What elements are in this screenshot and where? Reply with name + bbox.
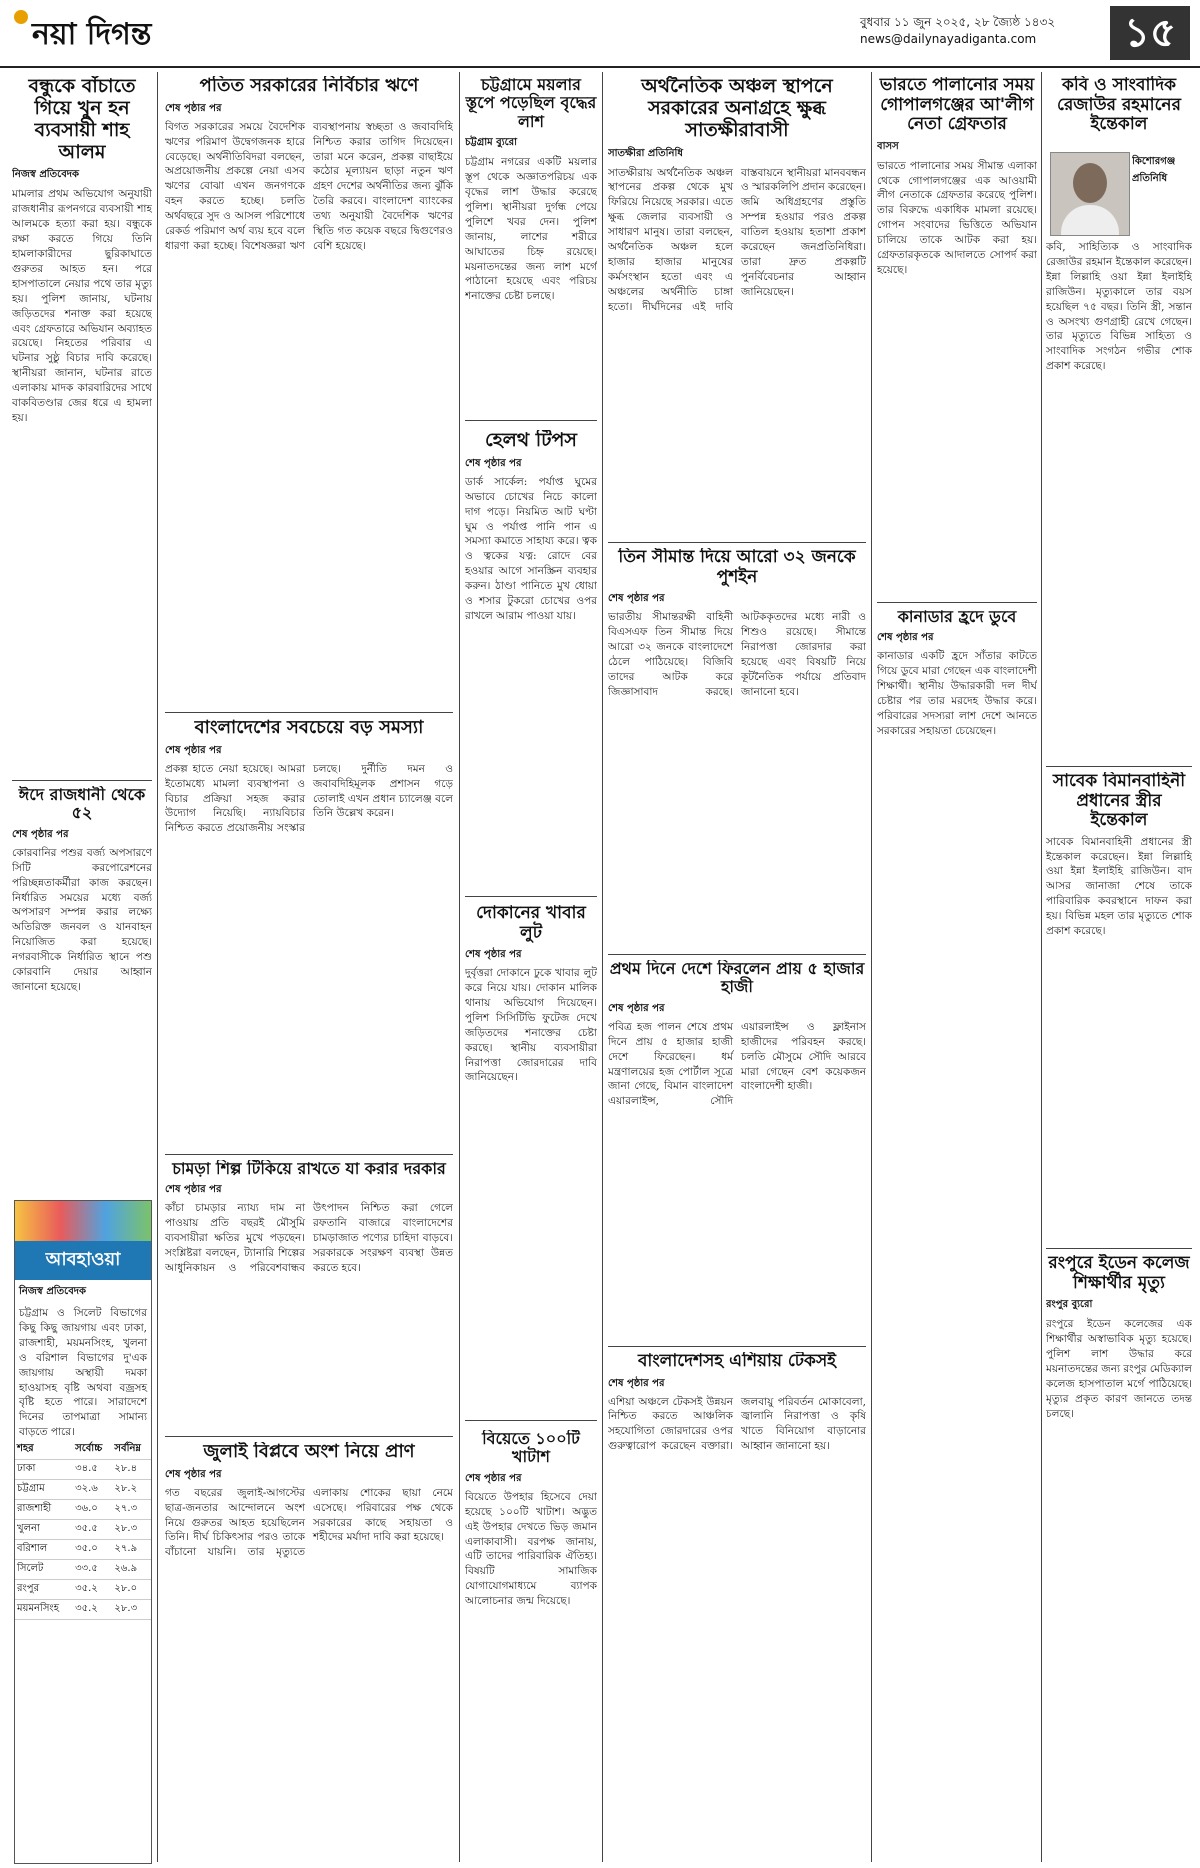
article-body: দুর্বৃত্তরা দোকানে ঢুকে খাবার লুট করে নিয়ে যায়। দোকান মালিক থানায় অভিযোগ দিয়েছেন। পুলিশ সিসিটিভি ফুটেজ দেখে জড়িতদের শনাক্তের চেষ্টা করছে। স্থানীয় ব্যবসায়ীরা নিরাপত্তা জোরদারের দাবি জানিয়েছেন। <box>465 967 597 1084</box>
continuation-label: শেষ পৃষ্ঠার পর <box>465 1472 522 1484</box>
article-headline: তিন সীমান্ত দিয়ে আরো ৩২ জনকে পুশইন <box>618 548 856 587</box>
article-health-tips[interactable] <box>465 430 597 890</box>
masthead <box>0 0 1200 68</box>
table-row: খুলনা ৩৫.৫ ২৮.৩ <box>15 1520 151 1540</box>
continuation-label: শেষ পৃষ্ঠার পর <box>608 593 665 605</box>
contact-email[interactable]: news@dailynayadiganta.com <box>860 32 1037 46</box>
article-headline: হেলথ টিপস <box>484 430 577 451</box>
article-debt[interactable] <box>165 76 453 706</box>
article-asia-sustainable[interactable] <box>608 1352 866 1862</box>
issue-date: বুধবার ১১ জুন ২০২৫, ২৮ জ্যৈষ্ঠ ১৪৩২ <box>860 15 1056 29</box>
continuation-label: শেষ পৃষ্ঠার পর <box>12 828 69 840</box>
table-row: চট্টগ্রাম ৩২.৬ ২৮.২ <box>15 1480 151 1500</box>
article-body: এশিয়া অঞ্চলে টেকসই উন্নয়ন নিশ্চিত করতে আঞ্চলিক সহযোগিতা জোরদারের ওপর গুরুত্বারোপ করেছেন বক্তারা। জলবায়ু পরিবর্তন মোকাবেলা, জ্বালানি নিরাপত্তা ও কৃষি খাতে বিনিয়োগ বাড়ানোর আহ্বান জানানো হয়। <box>608 1395 866 1453</box>
continuation-label: শেষ পৃষ্ঠার পর <box>465 457 522 469</box>
continuation-label: শেষ পৃষ্ঠার পর <box>165 102 222 114</box>
article-body: ভারতে পালানোর সময় সীমান্ত এলাকা থেকে গোপালগঞ্জের এক আওয়ামী লীগ নেতাকে গ্রেফতার করেছে পুলিশ। তার বিরুদ্ধে একাধিক মামলা রয়েছে। গোপন সংবাদের ভিত্তিতে অভিযান চালিয়ে তাকে আটক করা হয়। গ্রেফতারকৃতকে আদালতে সোপর্দ করা হয়েছে। <box>877 159 1037 276</box>
continuation-label: শেষ পৃষ্ঠার পর <box>877 632 934 644</box>
article-canada-lake[interactable] <box>877 608 1037 1862</box>
sun-icon <box>14 10 28 24</box>
article-businessman-murder[interactable] <box>12 76 152 776</box>
article-body: প্রকল্প হাতে নেয়া হয়েছে। আমরা ইতোমধ্যে মামলা ব্যবস্থাপনা ও বিচার প্রক্রিয়া সহজ করার উদ্যোগ নিয়েছি। ন্যায়বিচার নিশ্চিত করতে প্রয়োজনীয় সংস্কার চলছে। দুর্নীতি দমন ও জবাবদিহিমূলক প্রশাসন গড়ে তোলাই এখন প্রধান চ্যালেঞ্জ বলে তিনি উল্লেখ করেন। <box>165 762 453 835</box>
article-headline: কানাডার হ্রদে ডুবে <box>897 608 1017 626</box>
article-body: সাবেক বিমানবাহিনী প্রধানের স্ত্রী ইন্তেকাল করেছেন। ইন্না লিল্লাহি ওয়া ইন্না ইলাইহি রাজিউন। বাদ আসর জানাজা শেষে তাকে পারিবারিক কবরস্থানে দাফন করা হয়। বিভিন্ন মহল তার মৃত্যুতে শোক প্রকাশ করেছে। <box>1046 835 1192 938</box>
article-byline: নিজস্ব প্রতিবেদক <box>12 169 80 181</box>
article-body: ডার্ক সার্কেল: পর্যাপ্ত ঘুমের অভাবে চোখের নিচে কালো দাগ পড়ে। নিয়মিত আট ঘণ্টা ঘুম ও পর্যাপ্ত পানি পান এ সমস্যা কমাতে সাহায্য করে। ত্বক ও ত্বকের যত্ন: রোদে বের হওয়ার আগে সানস্ক্রিন ব্যবহার করুন। ঠাণ্ডা পানিতে মুখ ধোয়া ও শসার টুকরো চোখের ওপর রাখলে আরাম পাওয়া যায়। <box>465 475 597 622</box>
article-body: বিয়েতে উপহার হিসেবে দেয়া হয়েছে ১০০টি খাটাশ। অদ্ভুত এই উপহার দেখতে ভিড় জমান এলাকাবাসী। বরপক্ষ জানায়, এটি তাদের পারিবারিক ঐতিহ্য। বিষয়টি সামাজিক যোগাযোগমাধ্যমে ব্যাপক আলোচনার জন্ম দিয়েছে। <box>465 1490 597 1608</box>
continuation-label: শেষ পৃষ্ঠার পর <box>165 744 222 756</box>
article-poet-headline-box[interactable] <box>1046 76 1192 148</box>
weather-col-max: সর্বোচ্চ <box>73 1440 112 1460</box>
table-row: সিলেট ৩৩.৫ ২৬.৯ <box>15 1560 151 1580</box>
portrait-photo <box>1050 152 1130 236</box>
article-byline: চট্টগ্রাম ব্যুরো <box>465 137 518 149</box>
article-headline: বন্ধুকে বাঁচাতে গিয়ে খুন হন ব্যবসায়ী শাহ আলম <box>28 76 136 163</box>
article-body: মামলার প্রথম অভিযোগ অনুযায়ী রাজধানীর রূপনগরে ব্যবসায়ী শাহ আলমকে হত্যা করা হয়। বন্ধুকে রক্ষা করতে গিয়ে তিনি হামলাকারীদের ছুরিকাঘাতে গুরুতর আহত হন। পরে হাসপাতালে নেয়ার পথে তার মৃত্যু হয়। পুলিশ জানায়, ঘটনায় জড়িতদের শনাক্ত করা হয়েছে এবং গ্রেফতারে অভিযান অব্যাহত রয়েছে। নিহতের পরিবার এ ঘটনার সুষ্ঠু বিচার দাবি করেছে। স্থানীয়রা জানান, ঘটনার রাতে এলাকায় মাদক কারবারিদের সাথে বাকবিতণ্ডার জের ধরে এ হামলা হয়। <box>12 188 152 424</box>
continuation-label: শেষ পৃষ্ঠার পর <box>165 1468 222 1480</box>
article-body: কাঁচা চামড়ার ন্যায্য দাম না পাওয়ায় প্রতি বছরই মৌসুমি ব্যবসায়ীরা ক্ষতির মুখে পড়ছেন। সংশ্লিষ্টরা বলছেন, ট্যানারি শিল্পের আধুনিকায়ন ও পরিবেশবান্ধব উৎপাদন নিশ্চিত করা গেলে রফতানি বাজারে বাংলাদেশের চামড়াজাত পণ্যের চাহিদা বাড়বে। সরকারকে সংরক্ষণ ব্যবস্থা উন্নত করতে হবে। <box>165 1202 453 1275</box>
article-headline: চট্টগ্রামে ময়লার স্তূপে পড়েছিল বৃদ্ধের লাশ <box>465 76 597 131</box>
article-headline: বিয়েতে ১০০টি খাটাশ <box>482 1430 580 1467</box>
article-body: সাতক্ষীরায় অর্থনৈতিক অঞ্চল স্থাপনের প্রকল্প থেকে মুখ ফিরিয়ে নিয়েছে সরকার। এতে ক্ষুব্ধ জেলার ব্যবসায়ী ও সাধারণ মানুষ। তারা বলছেন, অর্থনৈতিক অঞ্চল হলে হাজার হাজার মানুষের কর্মসংস্থান হতো এবং এ অঞ্চলের অর্থনীতি চাঙ্গা হতো। দীর্ঘদিনের এই দাবি বাস্তবায়নে স্থানীয়রা মানববন্ধন ও স্মারকলিপি প্রদান করেছেন। জমি অধিগ্রহণের প্রস্তুতি সম্পন্ন হওয়ার পরও প্রকল্প বাতিল হওয়ায় হতাশা প্রকাশ করেছেন জনপ্রতিনিধিরা। তারা দ্রুত প্রকল্পটি পুনর্বিবেচনার আহ্বান জানিয়েছেন। <box>608 166 866 313</box>
article-biggest-problem[interactable] <box>165 718 453 1148</box>
table-row: রাজশাহী ৩৬.০ ২৭.৩ <box>15 1500 151 1520</box>
article-headline: ঈদে রাজধানী থেকে ৫২ <box>18 786 146 823</box>
article-air-chief-wife[interactable] <box>1046 772 1192 1242</box>
article-headline: সাবেক বিমানবাহিনী প্রধানের স্ত্রীর ইন্তেকাল <box>1052 772 1186 831</box>
article-ctg-body[interactable] <box>465 76 597 416</box>
article-headline: অর্থনৈতিক অঞ্চল স্থাপনে সরকারের অনাগ্রহে ক্ষুব্ধ সাতক্ষীরাবাসী <box>641 76 833 141</box>
article-body: কানাডার একটি হ্রদে সাঁতার কাটতে গিয়ে ডুবে মারা গেছেন এক বাংলাদেশী শিক্ষার্থী। স্থানীয় উদ্ধারকারী দল দীর্ঘ চেষ্টার পর তার মরদেহ উদ্ধার করে। পরিবারের সদস্যরা লাশ দেশে আনতে সরকারের সহায়তা চেয়েছেন। <box>877 650 1037 737</box>
article-food-loot[interactable] <box>465 904 597 1414</box>
article-body: কোরবানির পশুর বর্জ্য অপসারণে সিটি করপোরেশনের পরিচ্ছন্নতাকর্মীরা কাজ করছেন। নির্ধারিত সময়ের মধ্যে বর্জ্য অপসারণ সম্পন্ন করার লক্ষ্যে অতিরিক্ত জনবল ও যানবাহন নিয়োজিত করা হয়েছে। নগরবাসীকে নির্ধারিত স্থানে পশু কোরবানি দেয়ার আহ্বান জানানো হয়েছে। <box>12 846 152 993</box>
article-body: রংপুরে ইডেন কলেজের এক শিক্ষার্থীর অস্বাভাবিক মৃত্যু হয়েছে। পুলিশ লাশ উদ্ধার করে ময়নাতদন্তের জন্য রংপুর মেডিক্যাল কলেজ হাসপাতাল মর্গে পাঠিয়েছে। মৃত্যুর প্রকৃত কারণ জানতে তদন্ত চলছে। <box>1046 1318 1192 1420</box>
article-body: চট্টগ্রাম নগরের একটি ময়লার স্তূপ থেকে অজ্ঞাতপরিচয় এক বৃদ্ধের লাশ উদ্ধার করেছে পুলিশ। স্থানীয়রা দুর্গন্ধ পেয়ে পুলিশে খবর দেন। পুলিশ জানায়, লাশের শরীরে আঘাতের চিহ্ন রয়েছে। ময়নাতদন্তের জন্য লাশ মর্গে পাঠানো হয়েছে এবং পরিচয় শনাক্তের চেষ্টা চলছে। <box>465 156 597 303</box>
continuation-label: শেষ পৃষ্ঠার পর <box>608 1002 665 1014</box>
article-gopalganj-arrest[interactable] <box>877 76 1037 596</box>
continuation-label: শেষ পৃষ্ঠার পর <box>608 1377 665 1389</box>
article-pushin[interactable] <box>608 548 866 948</box>
article-body: পবিত্র হজ পালন শেষে প্রথম দিনে প্রায় ৫ হাজার হাজী দেশে ফিরেছেন। ধর্ম মন্ত্রণালয়ের হজ পোর্টাল সূত্রে জানা গেছে, বিমান বাংলাদেশ এয়ারলাইন্স, সৌদি এয়ারলাইন্স ও ফ্লাইনাস হাজীদের পরিবহন করছে। চলতি মৌসুমে সৌদি আরবে মারা গেছেন বেশ কয়েকজন বাংলাদেশী হাজী। <box>608 1020 866 1108</box>
weather-col-city: শহর <box>15 1440 73 1460</box>
weather-box <box>14 1200 152 1864</box>
article-hajj[interactable] <box>608 960 866 1340</box>
article-eid-capital[interactable] <box>12 786 152 1191</box>
weather-banner-image <box>15 1201 151 1241</box>
article-byline: রংপুর ব্যুরো <box>1046 1299 1093 1311</box>
article-body: বিগত সরকারের সময়ে বৈদেশিক ঋণের পরিমাণ উদ্বেগজনক হারে বেড়েছে। অর্থনীতিবিদরা বলছেন, অপ্রয়োজনীয় প্রকল্পে নেয়া এসব ঋণের বোঝা এখন জনগণকে বহন করতে হচ্ছে। চলতি অর্থবছরে সুদ ও আসল পরিশোধে রেকর্ড পরিমাণ অর্থ ব্যয় হবে বলে ধারণা করা হচ্ছে। বিশেষজ্ঞরা ঋণ ব্যবস্থাপনায় স্বচ্ছতা ও জবাবদিহি নিশ্চিত করার তাগিদ দিয়েছেন। তারা মনে করেন, প্রকল্প বাছাইয়ে কঠোর মূল্যায়ন ছাড়া নতুন ঋণ গ্রহণ দেশের অর্থনীতির জন্য ঝুঁকি তৈরি করবে। বাংলাদেশ ব্যাংকের তথ্য অনুযায়ী বৈদেশিক ঋণের স্থিতি গত কয়েক বছরে দ্বিগুণেরও বেশি হয়েছে। <box>165 120 453 252</box>
article-headline: চামড়া শিল্প টিকিয়ে রাখতে যা করার দরকার <box>172 1160 446 1178</box>
article-body: ভারতীয় সীমান্তরক্ষী বাহিনী বিএসএফ তিন সীমান্ত দিয়ে আরো ৩২ জনকে বাংলাদেশে ঠেলে পাঠিয়েছে। বিজিবি তাদের আটক করে জিজ্ঞাসাবাদ করছে। আটককৃতদের মধ্যে নারী ও শিশুও রয়েছে। সীমান্তে নিরাপত্তা জোরদার করা হয়েছে এবং বিষয়টি নিয়ে কূটনৈতিক পর্যায়ে প্রতিবাদ জানানো হবে। <box>608 611 866 698</box>
weather-table <box>15 1440 151 1620</box>
article-byline: বাসস <box>877 140 899 152</box>
table-row: রংপুর ৩৫.২ ২৮.০ <box>15 1580 151 1600</box>
article-headline: ভারতে পালানোর সময় গোপালগঞ্জের আ'লীগ নেতা গ্রেফতার <box>879 76 1035 135</box>
weather-summary: চট্টগ্রাম ও সিলেট বিভাগের কিছু কিছু জায়গায় এবং ঢাকা, রাজশাহী, ময়মনসিংহ, খুলনা ও বরিশাল বিভাগের দু'এক জায়গায় অস্থায়ী দমকা হাওয়াসহ বৃষ্টি অথবা বজ্রসহ বৃষ্টি হতে পারে। সারাদেশে দিনের তাপমাত্রা সামান্য বাড়তে পারে। <box>19 1307 147 1439</box>
continuation-label: শেষ পৃষ্ঠার পর <box>165 1184 222 1196</box>
article-poet-byline-box <box>1132 152 1194 236</box>
weather-col-min: সর্বনিম্ন <box>112 1440 151 1460</box>
article-byline: কিশোরগঞ্জ প্রতিনিধি <box>1132 156 1176 184</box>
article-headline: জুলাই বিপ্লবে অংশ নিয়ে প্রাণ <box>203 1442 415 1462</box>
article-leather[interactable] <box>165 1160 453 1430</box>
table-row: বরিশাল ৩৫.০ ২৭.৯ <box>15 1540 151 1560</box>
page-number: ১৫ <box>1110 6 1190 60</box>
article-poet-body-box[interactable] <box>1046 240 1192 760</box>
article-satkhira[interactable] <box>608 76 866 536</box>
article-july-revolution[interactable] <box>165 1442 453 1862</box>
newspaper-logo[interactable]: নয়া দিগন্ত <box>14 10 151 61</box>
article-wedding[interactable] <box>465 1430 597 1860</box>
continuation-label: শেষ পৃষ্ঠার পর <box>465 949 522 961</box>
article-headline: বাংলাদেশের সবচেয়ে বড় সমস্যা <box>194 718 424 738</box>
article-headline: রংপুরে ইডেন কলেজ শিক্ষার্থীর মৃত্যু <box>1048 1254 1190 1293</box>
article-body: গত বছরের জুলাই-আগস্টের ছাত্র-জনতার আন্দোলনে অংশ নিয়ে গুরুতর আহত হয়েছিলেন তিনি। দীর্ঘ চিকিৎসার পরও তাকে বাঁচানো যায়নি। তার মৃত্যুতে এলাকায় শোকের ছায়া নেমে এসেছে। পরিবারের পক্ষ থেকে সরকারের কাছে সহায়তা ও শহীদের মর্যাদা দাবি করা হয়েছে। <box>165 1486 453 1559</box>
article-headline: প্রথম দিনে দেশে ফিরলেন প্রায় ৫ হাজার হাজী <box>609 960 865 997</box>
article-headline: পতিত সরকারের নির্বিচার ঋণে <box>199 76 419 96</box>
weather-byline: নিজস্ব প্রতিবেদক <box>19 1286 87 1297</box>
article-rangpur-student[interactable] <box>1046 1254 1192 1862</box>
article-headline: কবি ও সাংবাদিক রেজাউর রহমানের ইন্তেকাল <box>1057 76 1181 135</box>
article-byline: সাতক্ষীরা প্রতিনিধি <box>608 147 683 159</box>
table-row: ময়মনসিংহ ৩৫.২ ২৮.৩ <box>15 1600 151 1620</box>
weather-title: আবহাওয়া <box>15 1241 151 1280</box>
article-headline: বাংলাদেশসহ এশিয়ায় টেকসই <box>637 1352 837 1371</box>
article-headline: দোকানের খাবার লুট <box>476 904 586 943</box>
article-body: কবি, সাহিত্যিক ও সাংবাদিক রেজাউর রহমান ইন্তেকাল করেছেন। ইন্না লিল্লাহি ওয়া ইন্না ইলাইহি রাজিউন। মৃত্যুকালে তার বয়স হয়েছিল ৭৫ বছর। তিনি স্ত্রী, সন্তান ও অসংখ্য গুণগ্রাহী রেখে গেছেন। তার মৃত্যুতে বিভিন্ন সাহিত্য ও সাংবাদিক সংগঠন গভীর শোক প্রকাশ করেছে। <box>1046 241 1192 373</box>
table-row: ঢাকা ৩৪.৫ ২৮.৪ <box>15 1460 151 1480</box>
